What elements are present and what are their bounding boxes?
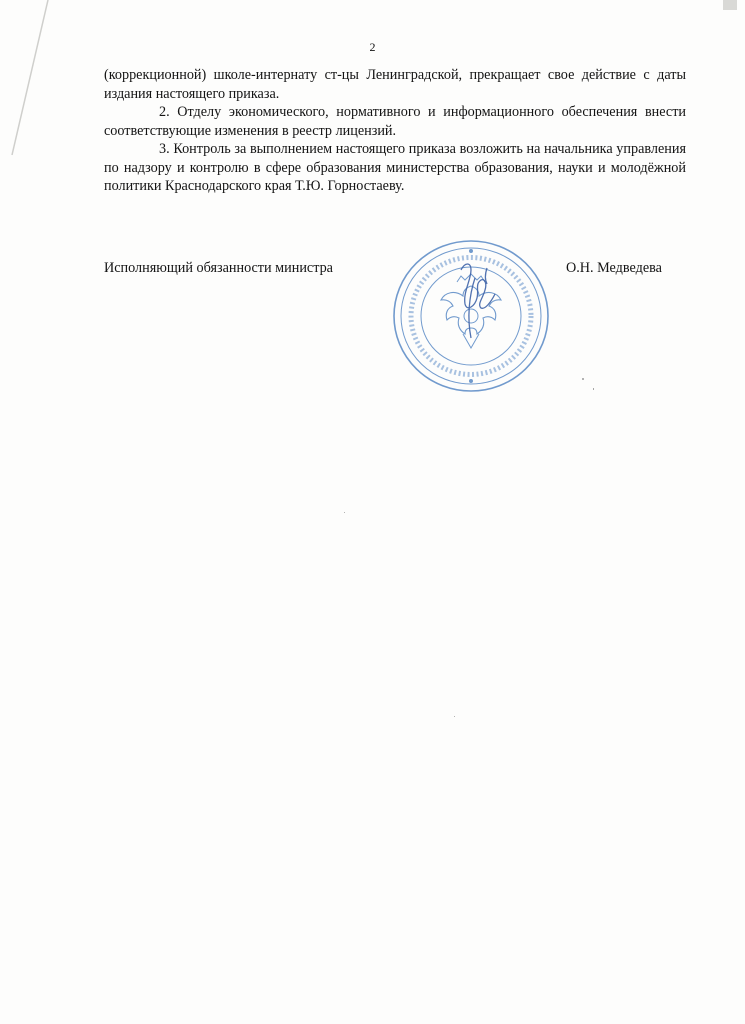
scan-speck — [593, 388, 594, 390]
scan-speck — [582, 378, 584, 380]
paragraph-continuation: (коррекционной) школе-интернату ст-цы Ленинградской, прекращает свое действие с даты издания настоящего приказа. — [104, 67, 686, 102]
scan-shadow-mark — [10, 0, 70, 160]
signatory-name: О.Н. Медведева — [566, 260, 662, 276]
scan-speck — [454, 716, 455, 717]
paragraph-item-2: 2. Отделу экономического, нормативного и информационного обеспечения внести соответствующие изменения в реестр лицензий. — [104, 104, 686, 139]
scan-speck — [344, 512, 345, 513]
handwritten-signature-icon — [461, 264, 495, 338]
page-number: 2 — [369, 40, 376, 54]
scan-corner-mark — [723, 0, 737, 10]
signatory-title: Исполняющий обязанности министра — [104, 260, 333, 276]
official-seal-icon — [391, 238, 551, 393]
document-body — [104, 66, 686, 196]
paragraph-item-3: 3. Контроль за выполнением настоящего приказа возложить на начальника управления по надзору и контролю в сфере образования министерства образования, науки и молодёжной политики Краснодарского края Т.Ю. Горностаеву. — [104, 141, 686, 194]
